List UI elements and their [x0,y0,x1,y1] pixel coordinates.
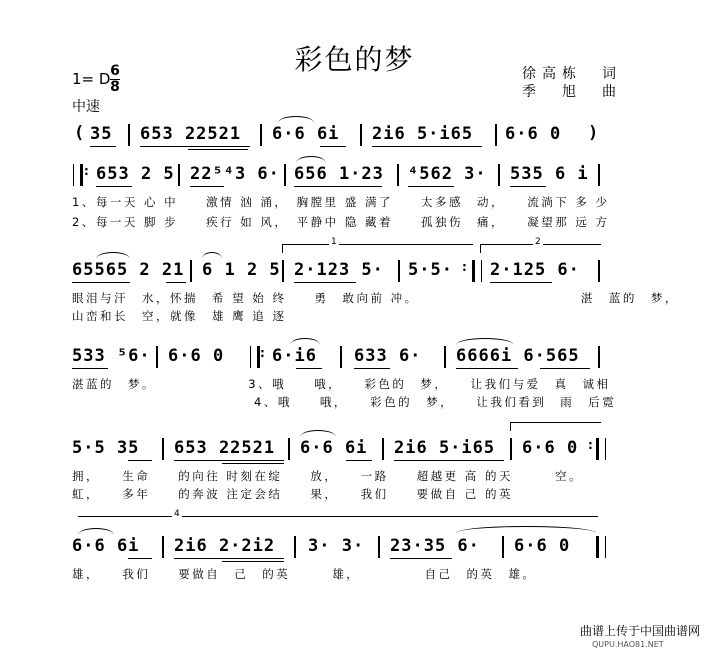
measure: 533 ⁵6· [72,346,151,366]
measure: 6·6 0 [522,438,579,458]
measure: 2·125 6· [490,260,580,280]
measure: 2i6 5·i65 [394,438,496,458]
volta-bracket-1: 1 [282,244,473,253]
measure: 3· 3· [308,536,365,556]
measure: 6·6 6i [300,438,368,458]
song-title: 彩色的梦 [294,43,415,76]
measure: 23·35 6· [390,536,480,556]
measure: 6·6 6i [72,536,140,556]
measure: 6666i 6·565 [456,346,580,366]
lyric-verse-2: 2、每一天 脚 步 疾行 如 风， 平静中 隐 藏着 孤独伤 痛， 凝望那 远 方 [72,215,610,229]
measure: 633 6· [354,346,422,366]
measure: 6·i6 [272,346,317,366]
lyric-verse-1: 1、每一天 心 中 激情 汹 涌， 胸膛里 盛 满了 太多感 动， 流淌下 多 少 [72,195,610,209]
tempo-marking: 中速 [72,99,100,115]
measure: 653 22521 [140,124,242,144]
measure: 22⁵⁴3 6· [190,164,280,184]
measure: 5·5 35 [72,438,140,458]
footer-watermark: 曲谱上传于中国曲谱网 [580,624,701,638]
measure: 2i6 2·2i2 [174,536,276,556]
score-line-2: 1 2 65565 2 21 6 1 2 5 2·123 5· 5·5· : 2·125 6· 眼泪与汗 水，怀揣 希 望 始 终 勇 敢向前 冲。 湛 蓝的 梦， 山峦和长 空，就像 雄 鹰 追 逐 [72,237,679,323]
score-line-intro: ( 35 653 22521 6·6 6i 2i6 5·i65 6·6 0 ) [0,122,709,152]
measure: 653 22521 [174,438,276,458]
volta-bracket-2: 2 [480,244,601,253]
composer-credit: 季 旭 曲 [522,84,622,100]
volta-bracket-4: 4 [78,516,598,525]
lyric-verse-4: 4、哦 哦， 彩色的 梦， 让我们看到 雨 后霓 [72,395,617,409]
lyric-verse-1: 眼泪与汗 水，怀揣 希 望 始 终 勇 敢向前 冲。 湛 蓝的 梦， [72,291,679,305]
measure: 535 6 i [510,164,589,184]
measure: 656 1·23 [294,164,384,184]
lyric-verse-3: 雄， 我们 要做自 己 的英 雄， 自己 的英 雄。 [72,567,537,581]
time-signature [110,64,120,95]
time-denominator: 8 [110,79,120,95]
time-numerator: 6 [110,63,120,79]
measure: 6·6 6i [272,124,340,144]
score-line-4: 5·5 35 653 22521 6·6 6i 2i6 5·i65 6·6 0 : 拥， 生命 的向往 时刻在绽 放， 一路 超越更 高 的天 空。 虹， 多年 的奔波 注定会结 果， 我们 要做自 己 的英 [0,436,709,506]
measure: 6·6 0 [168,346,225,366]
score-line-5 [0,509,709,584]
measure: 653 2 5 [96,164,175,184]
score-line-3: 533 ⁵6· 6·6 0 : 6·i6 633 6· 6666i 6·565 湛蓝的 梦。 3、哦 哦， 彩色的 梦， 让我们与爱 真 诚相 4、哦 哦， 彩色的 梦， 让我们看到 雨 后霓 [0,344,709,414]
lyric-verse-3: 湛蓝的 梦。 3、哦 哦， 彩色的 梦， 让我们与爱 真 诚相 [72,377,611,391]
measure: 65565 2 21 [72,260,185,280]
measure: 5·5· [408,260,453,280]
measure: 6 1 2 5 [202,260,281,280]
lyric-verse-3: 拥， 生命 的向往 时刻在绽 放， 一路 超越更 高 的天 空。 [72,469,583,483]
score-line-1: : 653 2 5 22⁵⁴3 6· 656 1·23 ⁴562 3· 535 6 i 1、每一天 心 中 激情 汹 涌， 胸膛里 盛 满了 太多感 动， 流淌下 多 少 2、每一天 脚 步 疾行 如 风， 平静中 隐 藏着 孤独伤 痛， 凝望那 远 方 [0,162,709,242]
footer-site: QUPU.HAO81.NET [592,640,664,649]
key-signature: 1= D [72,70,111,88]
lyricist-credit: 徐高栋 词 [522,66,622,82]
measure: 2·123 5· [294,260,384,280]
measure: 6·6 0 [514,536,571,556]
measure: 6·6 0 [505,124,562,144]
measure: ⁴562 3· [408,164,487,184]
lyric-verse-2: 山峦和长 空，就像 雄 鹰 追 逐 [72,309,287,323]
measure: 35 [90,124,113,144]
volta-bracket-3 [510,422,601,431]
measure: 2i6 5·i65 [372,124,474,144]
lyric-verse-4: 虹， 多年 的奔波 注定会结 果， 我们 要做自 己 的英 [72,487,513,501]
